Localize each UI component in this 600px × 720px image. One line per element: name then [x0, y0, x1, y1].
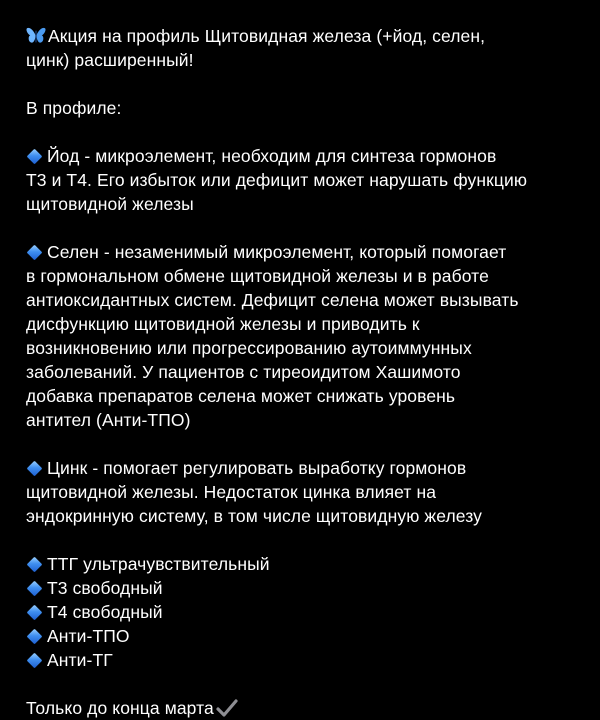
- blue-diamond-icon: [27, 461, 43, 477]
- list-item: Т3 свободный: [26, 576, 586, 600]
- description-selenium: Селен - незаменимый микроэлемент, который помогает в гормональном обмене щитовидной железы и в работе антиоксидантных систем. Дефицит селена может вызывать дисфункцию щитовидной железы и приводить к возникновению или прогрессированию аутоиммунных заболеваний. У пациентов с тиреоидитом Хашимото добавка препаратов селена может снижать уровень антител (Анти-ТПО): [26, 242, 519, 430]
- blue-diamond-icon: [27, 581, 43, 597]
- check-mark-icon: [216, 698, 238, 718]
- blue-diamond-icon: [27, 245, 43, 261]
- description-iodine: Йод - микроэлемент, необходим для синтеза гормонов Т3 и Т4. Его избыток или дефицит может нарушать функцию щитовидной железы: [26, 146, 528, 214]
- list-item: ТТГ ультрачувствительный: [26, 552, 586, 576]
- promo-title-line-1: Акция на профиль Щитовидная железа (+йод, селен,: [26, 24, 586, 48]
- tests-list: [26, 552, 586, 672]
- list-item: Анти-ТПО: [26, 624, 586, 648]
- list-item: Т4 свободный: [26, 600, 586, 624]
- message-text: [26, 24, 586, 720]
- intro-text: В профиле:: [26, 98, 122, 118]
- blue-diamond-icon: [27, 605, 43, 621]
- promo-title: [26, 24, 586, 72]
- blue-diamond-icon: [27, 557, 43, 573]
- blue-diamond-icon: [27, 629, 43, 645]
- blue-diamond-icon: [27, 653, 43, 669]
- list-item: Анти-ТГ: [26, 648, 586, 672]
- blue-diamond-icon: [27, 149, 43, 165]
- promo-title-line-2: цинк) расширенный!: [26, 50, 194, 70]
- butterfly-icon: [26, 27, 46, 45]
- promo-deadline: Только до конца марта: [26, 696, 586, 720]
- description-zinc: Цинк - помогает регулировать выработку гормонов щитовидной железы. Недостаток цинка влияет на эндокринную систему, в том числе щитовидную железу: [26, 458, 483, 526]
